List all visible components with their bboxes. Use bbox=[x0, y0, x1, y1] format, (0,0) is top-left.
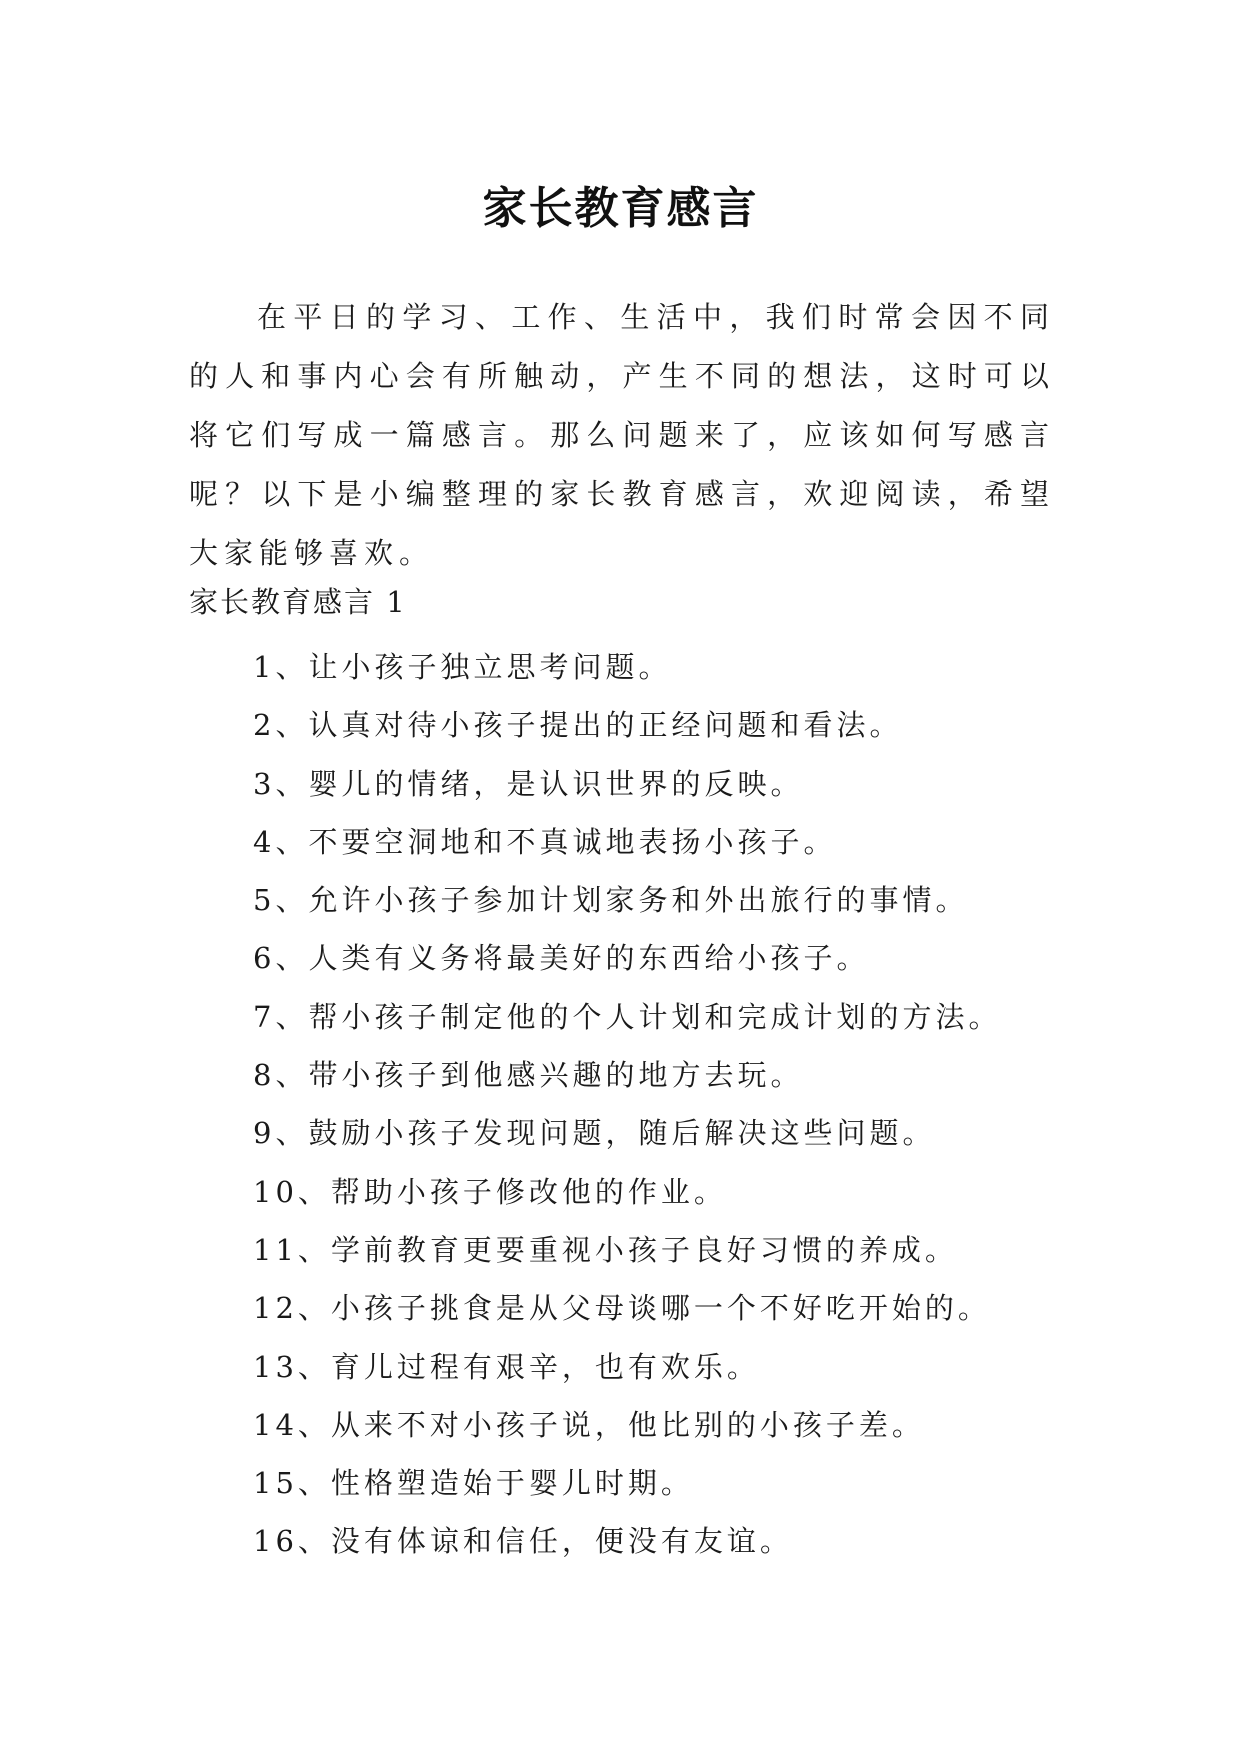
list-item: 1、让小孩子独立思考问题。 bbox=[253, 650, 672, 684]
list-item: 4、不要空洞地和不真诚地表扬小孩子。 bbox=[253, 824, 837, 859]
list-item: 15、性格塑造始于婴儿时期。 bbox=[253, 1466, 694, 1501]
list-item: 6、人类有义务将最美好的东西给小孩子。 bbox=[253, 941, 870, 976]
section-heading: 家长教育感言 1 bbox=[189, 585, 407, 619]
tips-list bbox=[253, 647, 1001, 1580]
list-item: 9、鼓励小孩子发现问题，随后解决这些问题。 bbox=[253, 1116, 936, 1151]
intro-paragraph: 在平日的学习、工作、生活中，我们时常会因不同的人和事内心会有所触动，产生不同的想法，这时可以将它们写成一篇感言。那么问题来了，应该如何写感言呢？以下是小编整理的家长教育感言，欢迎阅读，希望大家能够喜欢。 bbox=[189, 300, 1055, 570]
list-item: 14、从来不对小孩子说，他比别的小孩子差。 bbox=[253, 1407, 925, 1442]
list-item: 12、小孩子挑食是从父母谈哪一个不好吃开始的。 bbox=[253, 1291, 991, 1326]
list-item: 11、学前教育更要重视小孩子良好习惯的养成。 bbox=[253, 1232, 958, 1267]
list-item: 16、没有体谅和信任，便没有友谊。 bbox=[253, 1524, 793, 1559]
list-item: 7、帮小孩子制定他的个人计划和完成计划的方法。 bbox=[253, 999, 1002, 1034]
list-item: 2、认真对待小孩子提出的正经问题和看法。 bbox=[253, 708, 903, 743]
list-item: 3、婴儿的情绪，是认识世界的反映。 bbox=[253, 766, 804, 801]
list-item: 10、帮助小孩子修改他的作业。 bbox=[253, 1174, 727, 1209]
list-item: 13、育儿过程有艰辛，也有欢乐。 bbox=[253, 1349, 760, 1384]
document-title: 家长教育感言 bbox=[482, 183, 759, 235]
list-item: 5、允许小孩子参加计划家务和外出旅行的事情。 bbox=[253, 883, 969, 918]
list-item: 8、带小孩子到他感兴趣的地方去玩。 bbox=[253, 1058, 804, 1093]
